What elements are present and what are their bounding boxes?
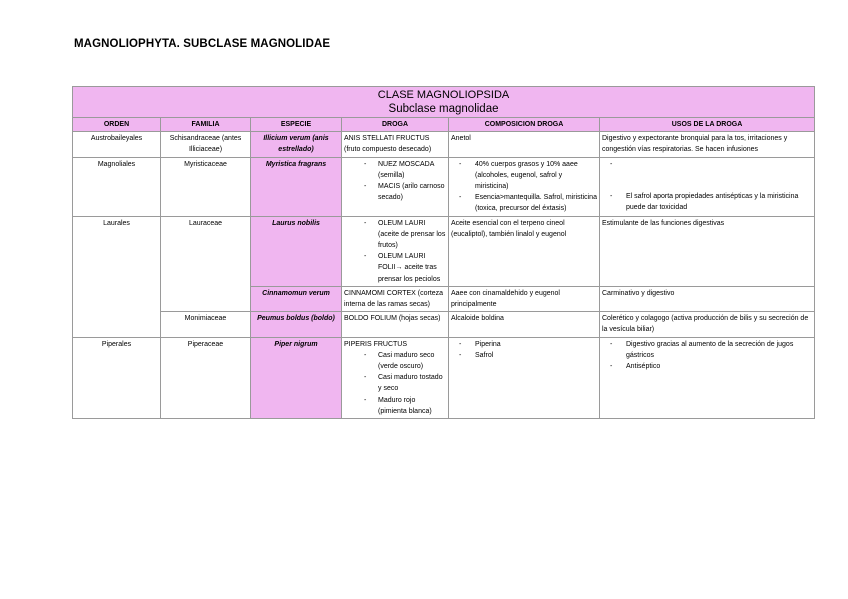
table-row [73, 337, 815, 418]
header-row [73, 118, 815, 132]
cell-usos: Carminativo y digestivo [600, 286, 815, 311]
list-item: - 40% cuerpos grasos y 10% aaee (alcoholes, eugenol, safrol y miristicina) [451, 159, 597, 193]
cell-composicion [449, 337, 600, 418]
table-row [73, 132, 815, 157]
cell-usos: Estimulante de las funciones digestivas [600, 216, 815, 286]
cell-familia: Monimiaceae [161, 312, 251, 337]
cell-familia: Piperaceae [161, 337, 251, 418]
header-composicion: COMPOSICION DROGA [449, 118, 600, 132]
list-item: - OLEUM LAURI FOLII→ aceite tras prensar los peciolos [344, 251, 446, 285]
list-item: - Esencia>mantequilla. Safrol, miristicina (toxica, precursor del éxtasis) [451, 192, 597, 214]
table-subtitle: Subclase magnolidae [388, 103, 499, 115]
list-item: - Maduro rojo (pimienta blanca) [344, 395, 446, 417]
list-item: - Digestivo gracias al aumento de la secreción de jugos gástricos [602, 339, 812, 361]
table-row [73, 157, 815, 216]
cell-especie: Myristica fragrans [251, 157, 342, 216]
cell-orden: Laurales [73, 216, 161, 337]
table-row [73, 216, 815, 286]
cell-droga: BOLDO FOLIUM (hojas secas) [342, 312, 449, 337]
cell-composicion: Alcaloide boldina [449, 312, 600, 337]
cell-especie: Cinnamomun verum [251, 286, 342, 311]
list-item: - OLEUM LAURI (aceite de prensar los frutos) [344, 218, 446, 252]
list-item [602, 159, 812, 191]
cell-especie: Illicium verum (anis estrellado) [251, 132, 342, 157]
list-item: - El safrol aporta propiedades antisépticas y la miristicina puede dar toxicidad [602, 191, 812, 213]
cell-usos: Colerético y colagogo (activa producción de bilis y su secreción de la vesícula biliar) [600, 312, 815, 337]
droga-heading: PIPERIS FRUCTUS [344, 340, 408, 348]
cell-familia: Schisandraceae (antes Illiciaceae) [161, 132, 251, 157]
cell-composicion: Anetol [449, 132, 600, 157]
header-orden: ORDEN [73, 118, 161, 132]
cell-composicion: Aceite esencial con el terpeno cineol (eucaliptol), también linalol y eugenol [449, 216, 600, 286]
list-item: - Antiséptico [602, 361, 812, 372]
cell-especie: Laurus nobilis [251, 216, 342, 286]
cell-droga: ANIS STELLATI FRUCTUS (fruto compuesto desecado) [342, 132, 449, 157]
header-especie: ESPECIE [251, 118, 342, 132]
list-item: - Casi maduro tostado y seco [344, 372, 446, 394]
cell-droga [342, 216, 449, 286]
list-item: - Piperina [451, 339, 597, 350]
header-droga: DROGA [342, 118, 449, 132]
header-usos: USOS DE LA DROGA [600, 118, 815, 132]
table-title: CLASE MAGNOLIOPSIDA [377, 89, 510, 101]
cell-orden: Austrobaileyales [73, 132, 161, 157]
table-title-cell [73, 87, 815, 118]
list-item: - MACIS (arilo carnoso secado) [344, 181, 446, 203]
list-item: - Safrol [451, 350, 597, 361]
cell-familia: Lauraceae [161, 216, 251, 312]
cell-usos: Digestivo y expectorante bronquial para la tos, irritaciones y congestión vías respiratorias. Se hacen infusiones [600, 132, 815, 157]
list-item: - Casi maduro seco (verde oscuro) [344, 350, 446, 372]
header-familia: FAMILIA [161, 118, 251, 132]
cell-orden: Piperales [73, 337, 161, 418]
plant-table [72, 86, 815, 419]
cell-orden: Magnoliales [73, 157, 161, 216]
cell-droga [342, 157, 449, 216]
table-row [73, 312, 815, 337]
page-title: MAGNOLIOPHYTA. SUBCLASE MAGNOLIDAE [74, 38, 331, 50]
cell-composicion: Aaee con cinamaldehido y eugenol principalmente [449, 286, 600, 311]
cell-usos [600, 157, 815, 216]
cell-especie: Piper nigrum [251, 337, 342, 418]
cell-especie: Peumus boldus (boldo) [251, 312, 342, 337]
cell-droga: CINNAMOMI CORTEX (corteza interna de las ramas secas) [342, 286, 449, 311]
list-item: - NUEZ MOSCADA (semilla) [344, 159, 446, 181]
cell-familia: Myristicaceae [161, 157, 251, 216]
cell-composicion [449, 157, 600, 216]
cell-droga [342, 337, 449, 418]
cell-usos [600, 337, 815, 418]
